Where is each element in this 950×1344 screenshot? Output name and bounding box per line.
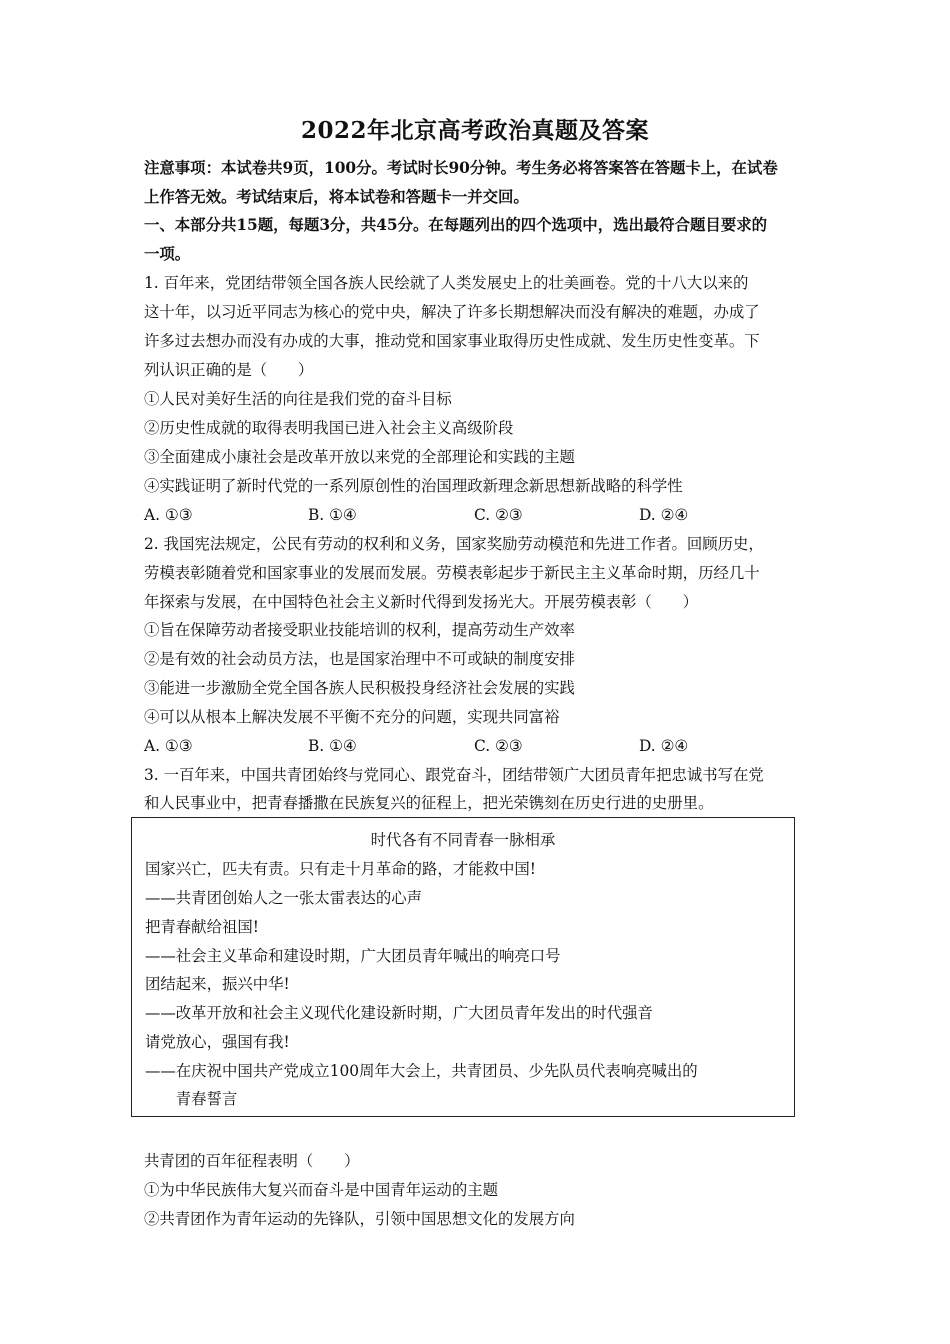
- q2-stem-line: 年探索与发展，在中国特色社会主义新时代得到发扬光大。开展劳模表彰（ ）: [144, 593, 699, 611]
- q2-stem-line: 2. 我国宪法规定，公民有劳动的权利和义务，国家奖励劳动模范和先进工作者。回顾历史，: [144, 535, 764, 553]
- quote-line: ——改革开放和社会主义现代化建设新时期，广大团员青年发出的时代强音: [145, 1004, 653, 1022]
- q3-question: 共青团的百年征程表明（ ）: [144, 1152, 360, 1170]
- q1-option-c: C. ②③: [474, 506, 523, 524]
- q2-option-d: D. ②④: [639, 737, 689, 755]
- q2-item: ④可以从根本上解决发展不平衡不充分的问题，实现共同富裕: [144, 708, 560, 726]
- q3-stem-line: 和人民事业中，把青春播撒在民族复兴的征程上，把光荣镌刻在历史行进的史册里。: [144, 794, 714, 812]
- quote-line: 青春誓言: [145, 1090, 238, 1108]
- q2-option-c: C. ②③: [474, 737, 523, 755]
- page-title: 2022年北京高考政治真题及答案: [300, 117, 649, 144]
- quote-line: 团结起来，振兴中华!: [145, 975, 290, 993]
- q2-option-a: A. ①③: [144, 737, 193, 755]
- notice-line: 上作答无效。考试结束后，将本试卷和答题卡一并交回。: [144, 188, 529, 206]
- q1-item: ②历史性成就的取得表明我国已进入社会主义高级阶段: [144, 419, 514, 437]
- section-instruction: 一、本部分共15题，每题3分，共45分。在每题列出的四个选项中，选出最符合题目要求的: [144, 216, 767, 234]
- q2-stem-line: 劳模表彰随着党和国家事业的发展而发展。劳模表彰起步于新民主主义革命时期，历经几十: [144, 564, 760, 582]
- section-instruction: 一项。: [144, 245, 191, 263]
- q1-stem-line: 这十年，以习近平同志为核心的党中央，解决了许多长期想解决而没有解决的难题，办成了: [144, 303, 760, 321]
- quote-line: ——社会主义革命和建设时期，广大团员青年喊出的响亮口号: [145, 947, 561, 965]
- q1-option-b: B. ①④: [308, 506, 357, 524]
- q3-stem-line: 3. 一百年来，中国共青团始终与党同心、跟党奋斗，团结带领广大团员青年把忠诚书写在党: [144, 766, 764, 784]
- q1-item: ①人民对美好生活的向往是我们党的奋斗目标: [144, 390, 452, 408]
- quote-line: 把青春献给祖国!: [145, 918, 259, 936]
- quote-box-title: 时代各有不同青春一脉相承: [370, 831, 556, 849]
- quote-line: 请党放心，强国有我!: [145, 1033, 290, 1051]
- q3-item: ②共青团作为青年运动的先锋队，引领中国思想文化的发展方向: [144, 1210, 575, 1228]
- q1-item: ④实践证明了新时代党的一系列原创性的治国理政新理念新思想新战略的科学性: [144, 477, 683, 495]
- q1-item: ③全面建成小康社会是改革开放以来党的全部理论和实践的主题: [144, 448, 575, 466]
- q1-stem-line: 1. 百年来，党团结带领全国各族人民绘就了人类发展史上的壮美画卷。党的十八大以来的: [144, 274, 749, 292]
- q2-item: ③能进一步激励全党全国各族人民积极投身经济社会发展的实践: [144, 679, 575, 697]
- quote-box: [131, 817, 795, 1117]
- quote-line: 国家兴亡，匹夫有责。只有走十月革命的路，才能救中国!: [145, 860, 536, 878]
- q2-item: ②是有效的社会动员方法，也是国家治理中不可或缺的制度安排: [144, 650, 575, 668]
- q1-option-d: D. ②④: [639, 506, 689, 524]
- q1-option-a: A. ①③: [144, 506, 193, 524]
- q2-option-b: B. ①④: [308, 737, 357, 755]
- notice-line: 注意事项：本试卷共9页，100分。考试时长90分钟。考生务必将答案答在答题卡上，在试卷: [144, 159, 778, 177]
- quote-line: ——共青团创始人之一张太雷表达的心声: [145, 889, 423, 907]
- q1-stem-line: 列认识正确的是（ ）: [144, 361, 314, 379]
- quote-line: ——在庆祝中国共产党成立100周年大会上，共青团员、少先队员代表响亮喊出的: [145, 1062, 698, 1080]
- q2-item: ①旨在保障劳动者接受职业技能培训的权利，提高劳动生产效率: [144, 621, 575, 639]
- q3-item: ①为中华民族伟大复兴而奋斗是中国青年运动的主题: [144, 1181, 498, 1199]
- q1-stem-line: 许多过去想办而没有办成的大事，推动党和国家事业取得历史性成就、发生历史性变革。下: [144, 332, 760, 350]
